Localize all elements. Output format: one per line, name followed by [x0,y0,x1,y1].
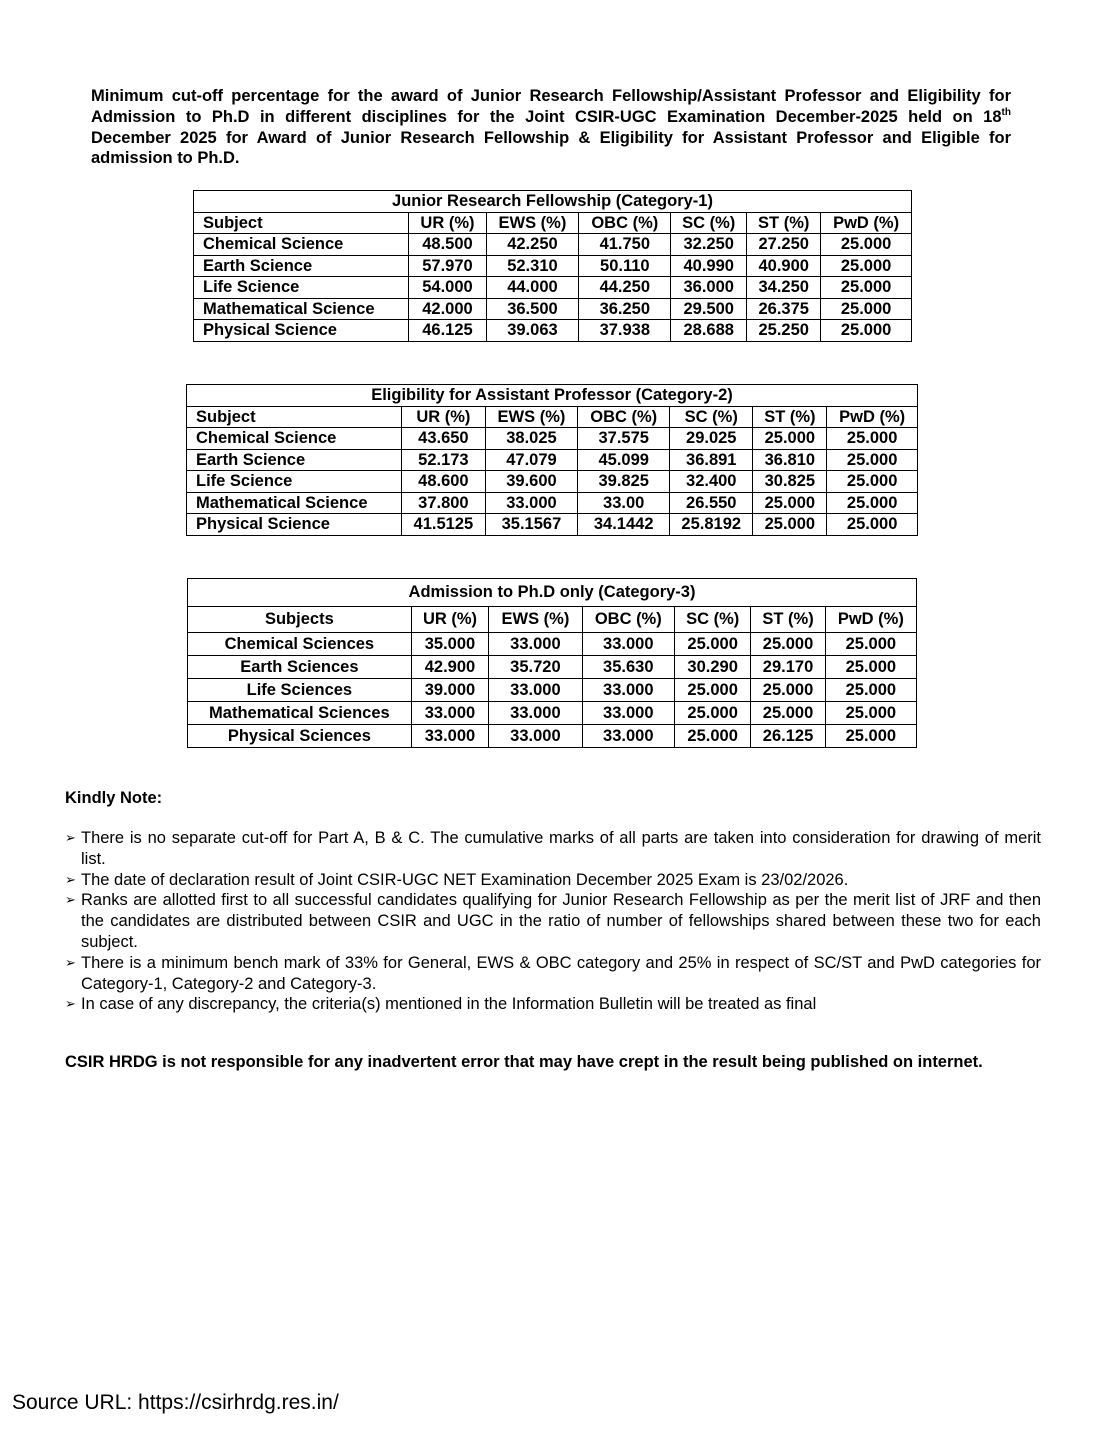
table-row [188,702,917,725]
column-header: UR (%) [409,212,486,234]
cutoff-value-cell: 25.000 [827,428,918,450]
subject-cell: Earth Science [194,255,409,277]
cutoff-value-cell: 25.000 [751,633,825,656]
cutoff-value-cell: 33.000 [582,702,674,725]
cutoff-value-cell: 40.900 [747,255,821,277]
cutoff-value-cell: 25.000 [753,492,827,514]
cutoff-value-cell: 33.000 [582,633,674,656]
cutoff-value-cell: 33.000 [411,725,488,748]
subject-cell: Physical Science [194,320,409,342]
cutoff-value-cell: 57.970 [409,255,486,277]
subject-cell: Chemical Science [194,234,409,256]
cutoff-value-cell: 36.000 [671,277,747,299]
note-text: Ranks are allotted first to all successful candidates qualifying for Junior Research Fellowship as per the merit list of JRF and then the candidates are distributed between CSIR and UGC in the ratio of number of fellowships shared between these two for each subject. [81,891,1041,951]
note-text: The date of declaration result of Joint CSIR-UGC NET Examination December 2025 Exam is 23/02/2026. [81,870,849,889]
cutoff-value-cell: 25.000 [827,514,918,536]
note-text: There is no separate cut-off for Part A, B & C. The cumulative marks of all parts are taken into consideration for drawing of merit list. [81,829,1041,868]
cutoff-value-cell: 25.000 [825,656,916,679]
column-header: EWS (%) [489,607,582,633]
column-header: SC (%) [671,212,747,234]
note-text: In case of any discrepancy, the criteria(s) mentioned in the Information Bulletin will be treated as final [81,995,817,1014]
cutoff-value-cell: 33.000 [489,679,582,702]
subject-cell: Life Sciences [188,679,412,702]
cutoff-value-cell: 39.600 [485,471,578,493]
table-row [194,277,912,299]
cutoff-value-cell: 25.000 [821,320,912,342]
cutoff-value-cell: 26.550 [670,492,753,514]
cutoff-value-cell: 37.800 [402,492,485,514]
table-title: Eligibility for Assistant Professor (Category-2) [187,385,918,407]
intro-text-part1: Minimum cut-off percentage for the award of Junior Research Fellowship/Assistant Professor and Eligibility for Admission to Ph.D in different disciplines for the Joint CSIR-UGC Examination December-2025 held on 18 [91,87,1011,126]
column-header: SC (%) [674,607,750,633]
cutoff-value-cell: 39.063 [486,320,579,342]
cutoff-value-cell: 25.000 [825,702,916,725]
cutoff-value-cell: 41.5125 [402,514,485,536]
table-row [187,492,918,514]
cutoff-value-cell: 25.000 [821,255,912,277]
cutoff-value-cell: 33.00 [578,492,670,514]
cutoff-value-cell: 33.000 [489,702,582,725]
cutoff-value-cell: 25.000 [674,633,750,656]
cutoff-value-cell: 48.600 [402,471,485,493]
table-title: Admission to Ph.D only (Category-3) [188,579,917,607]
cutoff-value-cell: 48.500 [409,234,486,256]
intro-text-part2: December 2025 for Award of Junior Research Fellowship & Eligibility for Assistant Professor and Eligible for admission to Ph.D. [91,128,1011,168]
cutoff-value-cell: 36.250 [579,298,671,320]
arrow-bullet-icon: ➢ [65,954,76,970]
note-item [65,870,1041,891]
column-header: SC (%) [670,406,753,428]
cutoff-value-cell: 26.125 [751,725,825,748]
disclaimer-text: CSIR HRDG is not responsible for any inadvertent error that may have crept in the result being published on internet. [65,1053,983,1071]
subject-cell: Chemical Sciences [188,633,412,656]
column-header: ST (%) [747,212,821,234]
cutoff-value-cell: 35.630 [582,656,674,679]
cutoff-value-cell: 25.000 [751,679,825,702]
column-header: UR (%) [402,406,485,428]
table-row [188,656,917,679]
cutoff-value-cell: 29.170 [751,656,825,679]
cutoff-value-cell: 33.000 [489,725,582,748]
arrow-bullet-icon: ➢ [65,871,76,887]
cutoff-value-cell: 44.000 [486,277,579,299]
table-row [194,320,912,342]
cutoff-value-cell: 25.000 [753,514,827,536]
column-header: Subjects [188,607,412,633]
cutoff-value-cell: 50.110 [579,255,671,277]
cutoff-value-cell: 36.891 [670,449,753,471]
cutoff-value-cell: 42.250 [486,234,579,256]
cutoff-value-cell: 46.125 [409,320,486,342]
cutoff-value-cell: 44.250 [579,277,671,299]
cutoff-value-cell: 25.000 [825,679,916,702]
column-header: PwD (%) [821,212,912,234]
cutoff-value-cell: 35.1567 [485,514,578,536]
cutoff-value-cell: 33.000 [411,702,488,725]
table-row [188,679,917,702]
intro-superscript: th [1001,106,1011,118]
column-header: EWS (%) [485,406,578,428]
table-row [187,449,918,471]
cutoff-value-cell: 39.000 [411,679,488,702]
cutoff-value-cell: 32.250 [671,234,747,256]
arrow-bullet-icon: ➢ [65,996,76,1012]
cutoff-value-cell: 25.250 [747,320,821,342]
cutoff-value-cell: 36.500 [486,298,579,320]
cutoff-value-cell: 25.000 [821,298,912,320]
table-row [194,255,912,277]
table-row [187,471,918,493]
subject-cell: Chemical Science [187,428,402,450]
cutoff-value-cell: 43.650 [402,428,485,450]
column-header: OBC (%) [578,406,670,428]
column-header: EWS (%) [486,212,579,234]
table-title: Junior Research Fellowship (Category-1) [194,191,912,213]
cutoff-value-cell: 25.000 [753,428,827,450]
subject-cell: Life Science [187,471,402,493]
cutoff-value-cell: 30.290 [674,656,750,679]
column-header: OBC (%) [582,607,674,633]
column-header: PwD (%) [825,607,916,633]
note-item [65,953,1041,995]
cutoff-value-cell: 36.810 [753,449,827,471]
table-row [194,234,912,256]
table-header-row [194,212,912,234]
note-item [65,828,1041,870]
column-header: Subject [194,212,409,234]
cutoff-value-cell: 29.500 [671,298,747,320]
cutoff-value-cell: 35.720 [489,656,582,679]
cutoff-value-cell: 33.000 [582,679,674,702]
arrow-bullet-icon: ➢ [65,830,76,845]
cutoff-value-cell: 32.400 [670,471,753,493]
column-header: ST (%) [753,406,827,428]
cutoff-value-cell: 25.000 [827,449,918,471]
table-row [187,428,918,450]
phd-admission-cutoff-table [187,578,917,748]
cutoff-value-cell: 28.688 [671,320,747,342]
note-text: There is a minimum bench mark of 33% for General, EWS & OBC category and 25% in respect of SC/ST and PwD categories for Category-1, Category-2 and Category-3. [81,953,1041,993]
cutoff-value-cell: 40.990 [671,255,747,277]
cutoff-value-cell: 34.250 [747,277,821,299]
cutoff-value-cell: 25.000 [827,471,918,493]
jrf-cutoff-table [193,190,912,342]
subject-cell: Earth Sciences [188,656,412,679]
cutoff-value-cell: 25.000 [674,679,750,702]
cutoff-value-cell: 25.000 [674,702,750,725]
cutoff-value-cell: 45.099 [578,449,670,471]
cutoff-value-cell: 54.000 [409,277,486,299]
column-header: OBC (%) [579,212,671,234]
cutoff-value-cell: 34.1442 [578,514,670,536]
column-header: ST (%) [751,607,825,633]
column-header: UR (%) [411,607,488,633]
cutoff-value-cell: 35.000 [411,633,488,656]
cutoff-value-cell: 25.000 [825,633,916,656]
cutoff-value-cell: 33.000 [582,725,674,748]
cutoff-value-cell: 29.025 [670,428,753,450]
cutoff-value-cell: 26.375 [747,298,821,320]
cutoff-value-cell: 41.750 [579,234,671,256]
cutoff-value-cell: 39.825 [578,471,670,493]
cutoff-value-cell: 25.000 [751,702,825,725]
subject-cell: Physical Science [187,514,402,536]
cutoff-value-cell: 30.825 [753,471,827,493]
column-header: Subject [187,406,402,428]
kindly-note-heading: Kindly Note: [65,789,163,807]
cutoff-value-cell: 27.250 [747,234,821,256]
subject-cell: Mathematical Science [194,298,409,320]
subject-cell: Mathematical Science [187,492,402,514]
cutoff-value-cell: 42.000 [409,298,486,320]
note-item [65,890,1041,952]
table-row [187,514,918,536]
table-row [188,725,917,748]
table-row [194,298,912,320]
table-header-row [187,406,918,428]
intro-paragraph [91,86,1011,169]
cutoff-value-cell: 33.000 [489,633,582,656]
cutoff-value-cell: 52.310 [486,255,579,277]
cutoff-value-cell: 33.000 [485,492,578,514]
cutoff-value-cell: 42.900 [411,656,488,679]
column-header: PwD (%) [827,406,918,428]
subject-cell: Earth Science [187,449,402,471]
cutoff-value-cell: 25.000 [825,725,916,748]
cutoff-value-cell: 38.025 [485,428,578,450]
note-item [65,994,1041,1015]
subject-cell: Mathematical Sciences [188,702,412,725]
table-row [188,633,917,656]
cutoff-value-cell: 37.575 [578,428,670,450]
subject-cell: Physical Sciences [188,725,412,748]
cutoff-value-cell: 25.000 [821,234,912,256]
cutoff-value-cell: 52.173 [402,449,485,471]
cutoff-value-cell: 25.000 [674,725,750,748]
cutoff-value-cell: 47.079 [485,449,578,471]
cutoff-value-cell: 25.8192 [670,514,753,536]
source-url: Source URL: https://csirhrdg.res.in/ [12,1391,339,1414]
assistant-professor-cutoff-table [186,384,918,536]
subject-cell: Life Science [194,277,409,299]
cutoff-value-cell: 25.000 [821,277,912,299]
cutoff-value-cell: 37.938 [579,320,671,342]
notes-list [65,828,1041,1015]
table-header-row [188,607,917,633]
arrow-bullet-icon: ➢ [65,892,76,908]
cutoff-value-cell: 25.000 [827,492,918,514]
